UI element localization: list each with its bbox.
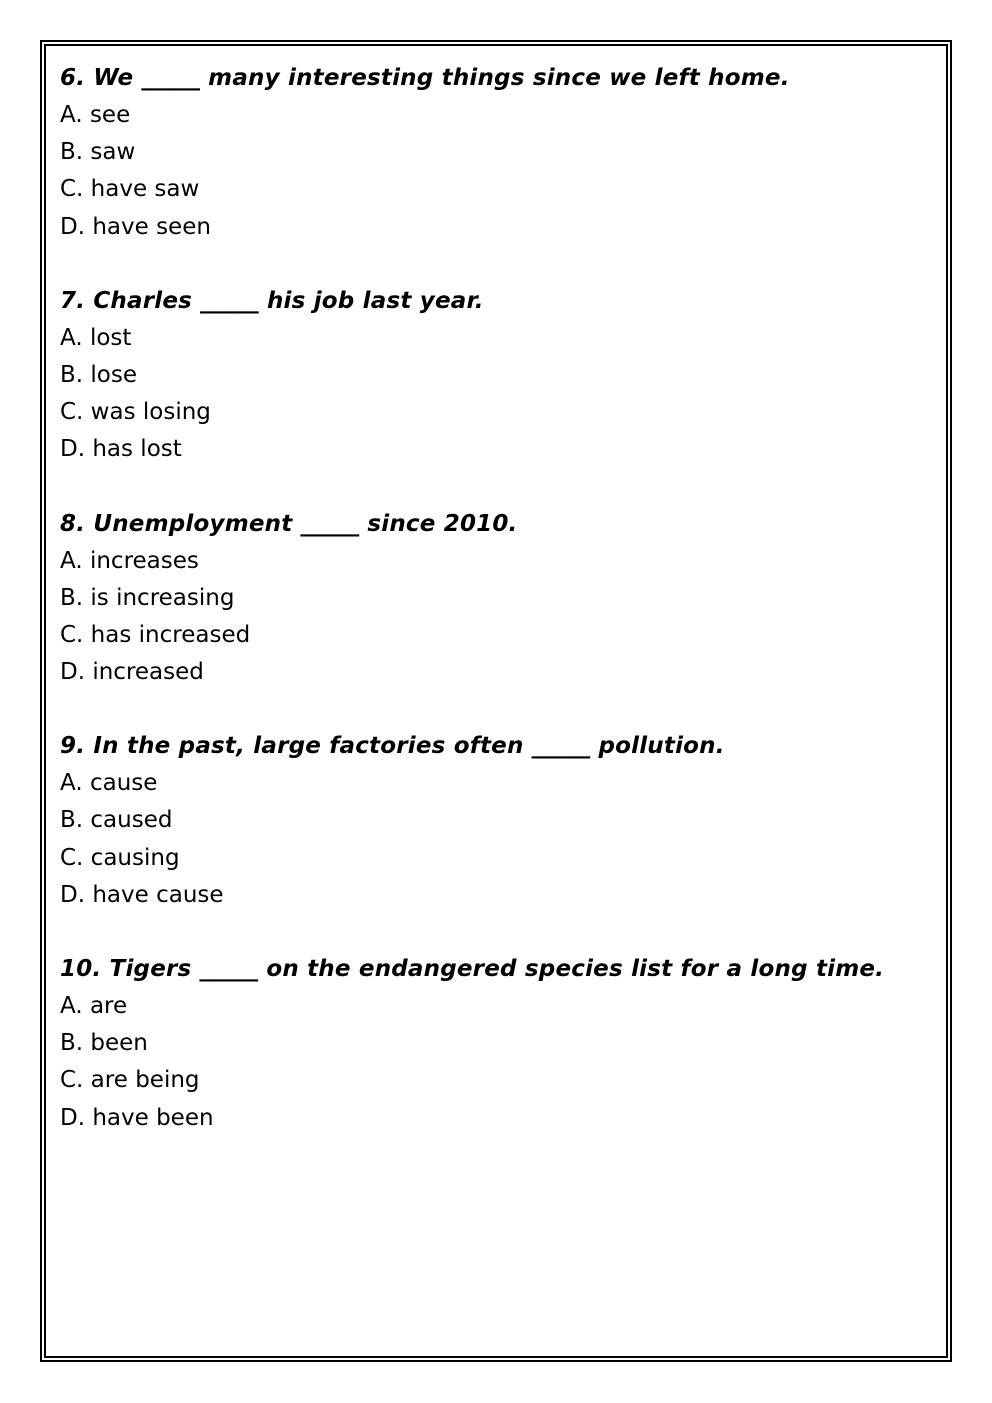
question-9 (60, 728, 940, 914)
option-b: B. is increasing (60, 584, 235, 611)
option-a: A. lost (60, 324, 132, 351)
question-text: 7. Charles _____ his job last year. (60, 287, 484, 314)
option-d: D. has lost (60, 436, 182, 463)
question-7 (60, 283, 940, 469)
question-text: 6. We _____ many interesting things since we left home. (60, 65, 790, 91)
question-8 (60, 506, 940, 692)
option-b: B. been (60, 1030, 148, 1057)
option-c: C. has increased (60, 621, 251, 648)
option-c: C. have saw (60, 176, 200, 203)
option-d: D. have been (60, 1104, 214, 1131)
option-c: C. was losing (60, 399, 211, 426)
question-text: 9. In the past, large factories often _____ pollution. (60, 733, 725, 760)
option-a: A. increases (60, 547, 199, 574)
option-b: B. saw (60, 139, 136, 166)
option-c: C. causing (60, 844, 180, 871)
worksheet-content (60, 60, 940, 1174)
option-a: A. cause (60, 770, 158, 797)
question-10 (60, 951, 940, 1137)
question-text: 8. Unemployment _____ since 2010. (60, 510, 518, 537)
question-text: 10. Tigers _____ on the endangered species list for a long time. (60, 956, 885, 982)
option-b: B. caused (60, 807, 173, 834)
option-d: D. have cause (60, 881, 224, 908)
option-a: A. see (60, 102, 131, 128)
option-c: C. are being (60, 1067, 200, 1094)
question-6 (60, 60, 940, 246)
option-d: D. have seen (60, 213, 211, 240)
option-a: A. are (60, 993, 128, 1019)
option-b: B. lose (60, 361, 137, 388)
option-d: D. increased (60, 659, 204, 686)
